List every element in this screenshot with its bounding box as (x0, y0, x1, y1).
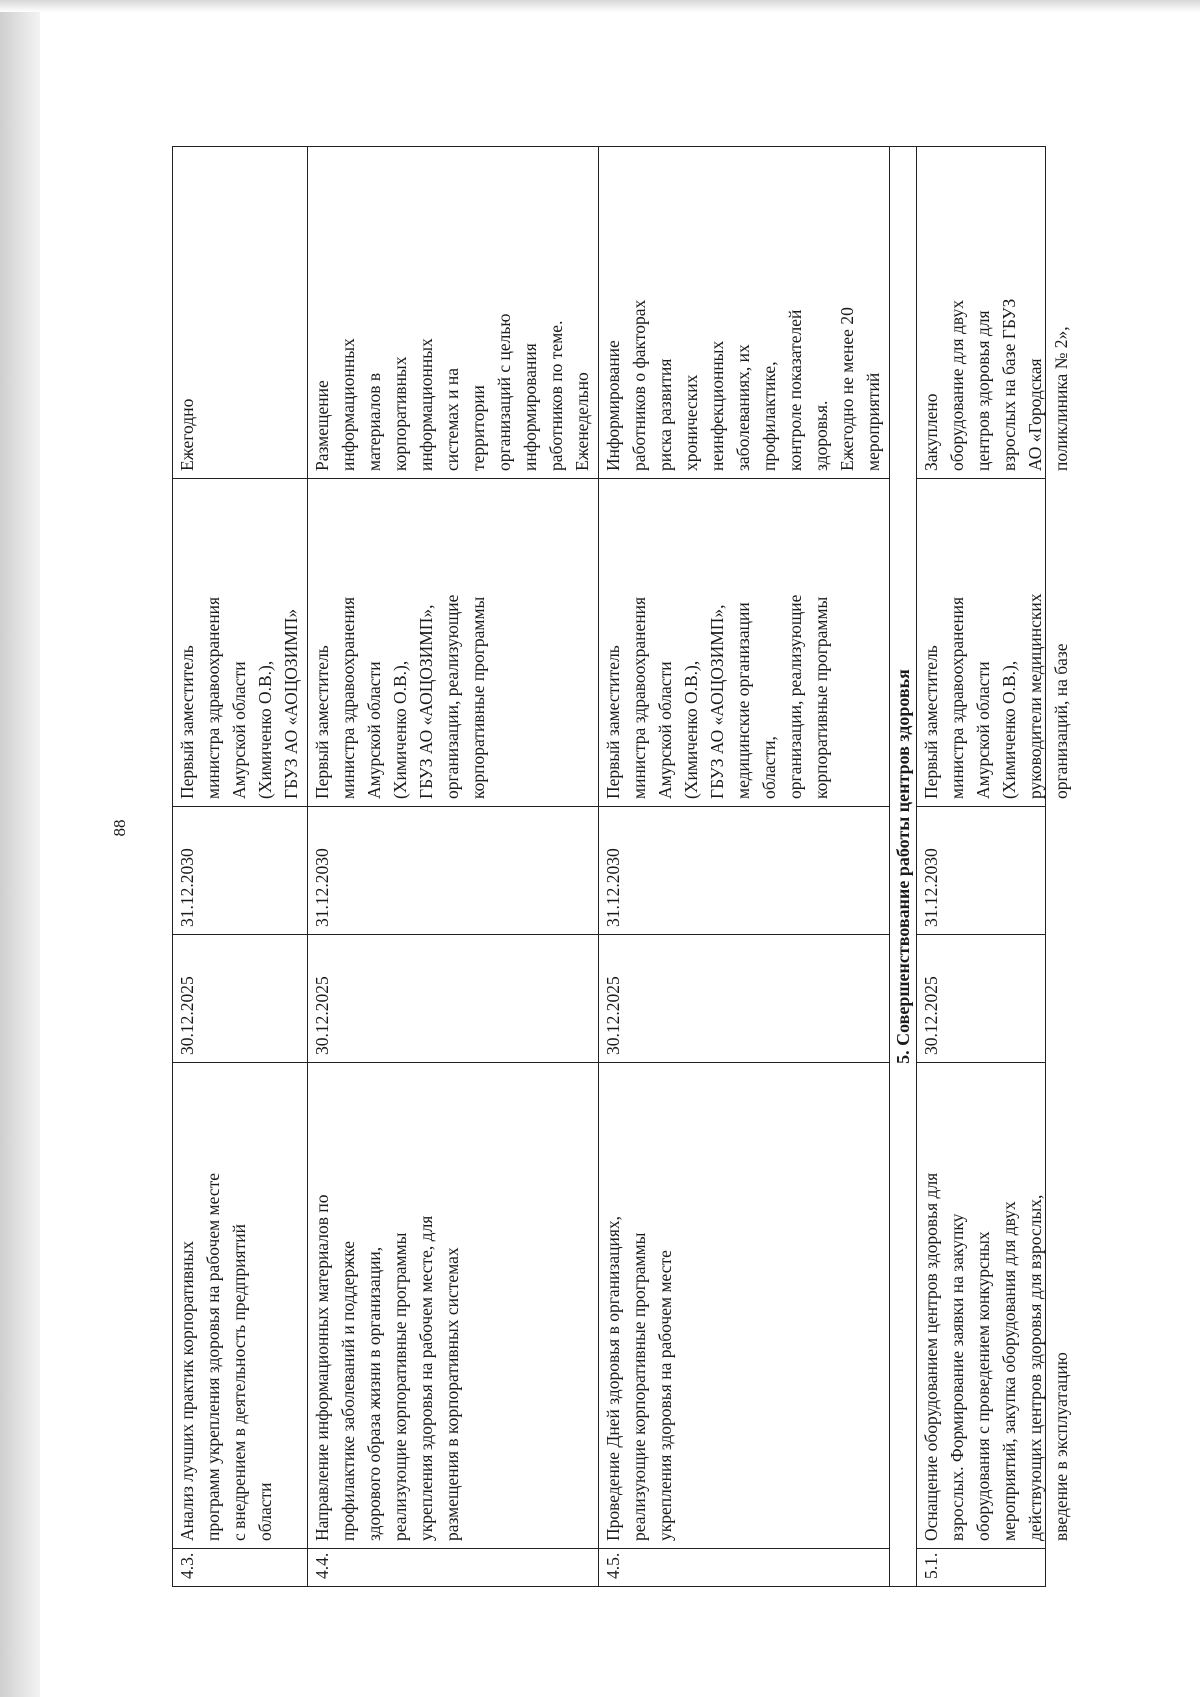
start-date: 30.12.2025 (599, 935, 890, 1063)
action-plan-table (172, 146, 1071, 1587)
row-number: 4.4. (308, 1549, 599, 1587)
expected-result: Закуплено оборудование для двух центров здоровья для взрослых на базе ГБУЗ АО «Городская поликлиника № 2», (921, 298, 1071, 471)
expected-result: Размещение информационных материалов в корпоративных информационных системах и на территории организаций с целью информирования работников по теме. Еженедельно (308, 147, 599, 479)
start-date: 30.12.2025 (173, 935, 308, 1063)
expected-result: Ежегодно (173, 147, 308, 479)
activity-description: Анализ лучших практик корпоративных программ укрепления здоровья на рабочем месте с внедрением в деятельность предприятий области (173, 1063, 308, 1549)
expected-result-cell (917, 147, 1071, 479)
scan-edge-left (0, 0, 40, 1697)
row-number: 4.5. (599, 1549, 890, 1587)
activity-description: Оснащение оборудованием центров здоровья для взрослых. Формирование заявки на закупку оборудования с проведением конкурсных мероприятий, закупка оборудования для двух действующих центров здоровья для взрослых, введение в эксплуатацию (921, 1172, 1071, 1541)
activity-description-cell (917, 1063, 1071, 1549)
responsible-parties-cell (917, 479, 1071, 807)
activity-description: Направление информационных материалов по профилактике заболеваний и поддержке здорового образа жизни в организации, реализующие корпоративные программы укрепления здоровья на рабочем месте, для размещения в корпоративных системах (308, 1063, 599, 1549)
table-row (173, 147, 308, 1587)
section-title: 5. Совершенствование работы центров здоровья (890, 147, 917, 1587)
expected-result: Информирование работников о факторах риска развития хронических неинфекционных заболеваниях, их профилактике, контроле показателей здоровья. Ежегодно не менее 20 мероприятий (599, 147, 890, 479)
table-row (599, 147, 890, 1587)
section-heading-row (890, 147, 917, 1587)
scan-edge-top (0, 0, 1200, 12)
end-date: 31.12.2030 (599, 807, 890, 935)
start-date: 30.12.2025 (917, 935, 1046, 1063)
responsible-parties: Первый заместитель министра здравоохранения Амурской области (Химиченко О.В.), ГБУЗ АО «АОЦОЗИМП», медицинские организации области, организации, реализующие корпоративные программы (599, 479, 890, 807)
end-date: 31.12.2030 (917, 807, 1046, 935)
row-number: 5.1. (917, 1549, 1046, 1587)
page-number: 88 (110, 819, 129, 837)
activity-description: Проведение Дней здоровья в организациях, реализующие корпоративные программы укрепления здоровья на рабочем месте (599, 1063, 890, 1549)
row-number: 4.3. (173, 1549, 308, 1587)
responsible-parties: Первый заместитель министра здравоохранения Амурской области (Химиченко О.В.), ГБУЗ АО «АОЦОЗИМП», организации, реализующие корпоративные программы (308, 479, 599, 807)
start-date: 30.12.2025 (308, 935, 599, 1063)
responsible-parties: Первый заместитель министра здравоохранения Амурской области (Химиченко О.В.), руководители медицинских организаций, на базе (921, 593, 1071, 799)
table-row (308, 147, 599, 1587)
end-date: 31.12.2030 (173, 807, 308, 935)
end-date: 31.12.2030 (308, 807, 599, 935)
table-row (917, 147, 1046, 1587)
responsible-parties: Первый заместитель министра здравоохранения Амурской области (Химиченко О.В.), ГБУЗ АО «АОЦОЗИМП» (173, 479, 308, 807)
rotated-page-content (172, 147, 1071, 1587)
